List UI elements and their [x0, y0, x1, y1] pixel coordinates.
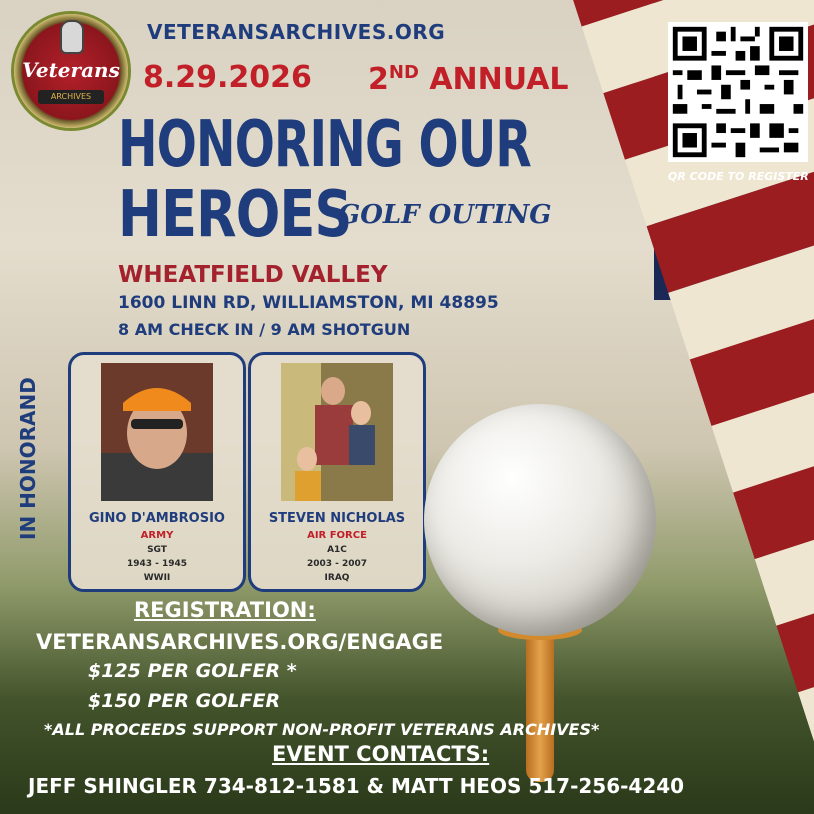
website: VETERANSARCHIVES.ORG: [147, 20, 446, 44]
price-2: $150 PER GOLFER: [88, 690, 281, 712]
honoree-photo: [101, 363, 213, 501]
honoree-name: STEVEN NICHOLAS: [268, 511, 406, 526]
honoree-branch: AIR FORCE: [307, 530, 367, 541]
golf-outing-label: GOLF OUTING: [338, 200, 552, 230]
venue-name: WHEATFIELD VALLEY: [118, 262, 388, 288]
title-line-2: HEROES: [118, 178, 352, 252]
honoree-name: GINO D'AMBROSIO: [89, 511, 225, 526]
price-1: $125 PER GOLFER *: [88, 660, 297, 682]
logo-subtext: ARCHIVES: [38, 90, 104, 104]
contacts-text: JEFF SHINGLER 734-812-1581 & MATT HEOS 517-256-4240: [28, 774, 685, 798]
event-date: 8.29.2026: [143, 60, 312, 95]
golf-tee: [526, 632, 554, 782]
honoree-years: 1943 - 1945: [126, 559, 188, 569]
logo-text: Veterans: [22, 58, 120, 82]
contacts-heading: EVENT CONTACTS:: [272, 742, 490, 766]
golf-ball: [424, 404, 656, 636]
honoree-war: WWII: [143, 573, 171, 583]
title-line-1: HONORING OUR: [118, 108, 531, 182]
honoree-photo: [281, 363, 393, 501]
honoree-card: [68, 352, 246, 592]
veterans-archives-logo: [14, 14, 128, 128]
qr-code[interactable]: [668, 22, 808, 162]
in-honor-label: IN HONORAND: [16, 377, 40, 540]
honoree-card: [248, 352, 426, 592]
honoree-war: IRAQ: [324, 573, 350, 583]
honoree-branch: ARMY: [140, 530, 174, 541]
qr-code-label: QR CODE TO REGISTER: [668, 170, 809, 183]
event-time: 8 AM CHECK IN / 9 AM SHOTGUN: [118, 320, 411, 339]
annual-label: 2ND ANNUAL: [368, 62, 569, 97]
microphone-icon: [60, 20, 84, 54]
registration-url[interactable]: VETERANSARCHIVES.ORG/ENGAGE: [36, 630, 444, 654]
venue-address: 1600 LINN RD, WILLIAMSTON, MI 48895: [118, 293, 499, 313]
honoree-rank: SGT: [147, 545, 167, 555]
honoree-years: 2003 - 2007: [306, 559, 368, 569]
registration-heading: REGISTRATION:: [134, 598, 316, 622]
proceeds-note: *ALL PROCEEDS SUPPORT NON-PROFIT VETERANS ARCHIVES*: [44, 720, 600, 739]
honoree-rank: A1C: [327, 545, 347, 555]
